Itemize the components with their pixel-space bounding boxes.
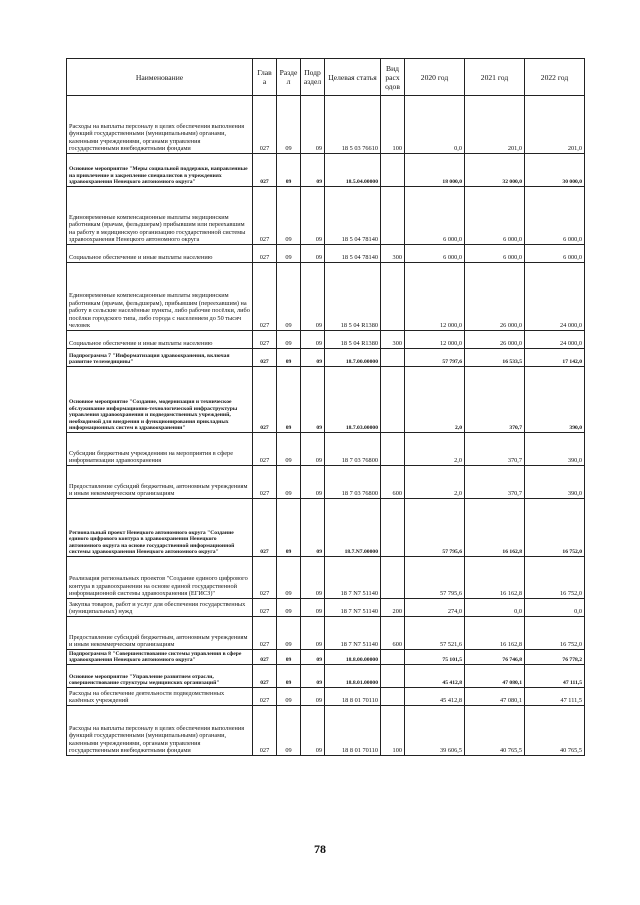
cell-podrazdel: 09 [301,617,325,650]
cell-y2022: 390,0 [525,466,585,499]
cell-stat: 18 7 03 76800 [325,466,381,499]
header-podrazdel: Подр аздел [301,59,325,96]
cell-stat: 18 7 N7 51140 [325,617,381,650]
cell-y2021: 6 000,0 [465,245,525,263]
table-row [67,557,585,599]
cell-razdel: 09 [277,187,301,245]
cell-podrazdel: 09 [301,187,325,245]
table-row [67,245,585,263]
cell-vid: 300 [381,245,405,263]
cell-y2021: 16 162,8 [465,617,525,650]
cell-y2021: 370,7 [465,466,525,499]
table-row [67,650,585,665]
cell-podrazdel: 09 [301,499,325,557]
cell-y2020: 57 795,6 [405,557,465,599]
cell-name: Расходы на выплаты персоналу в целях обеспечения выполнения функций государственными (муниципальными) органами, казенными учреждениями, органами управления государственными внебюджетными фондами [67,96,253,154]
cell-stat: 18 5 04 78140 [325,187,381,245]
cell-stat: 18.8.01.00000 [325,665,381,688]
cell-glava: 027 [253,706,277,756]
table-row [67,187,585,245]
table-row [67,499,585,557]
cell-glava: 027 [253,433,277,466]
table-row [67,263,585,331]
cell-y2020: 75 101,5 [405,650,465,665]
page-number: 78 [314,842,326,856]
cell-y2021: 26 000,0 [465,263,525,331]
cell-razdel: 09 [277,96,301,154]
cell-y2021: 0,0 [465,599,525,617]
table-row [67,349,585,367]
cell-y2021: 370,7 [465,367,525,433]
header-vid: Вид расх одов [381,59,405,96]
cell-y2022: 24 000,0 [525,331,585,349]
cell-stat: 18 8 01 70110 [325,706,381,756]
cell-stat: 18 7 N7 51140 [325,599,381,617]
cell-razdel: 09 [277,263,301,331]
cell-glava: 027 [253,245,277,263]
header-name: Наименование [67,59,253,96]
cell-y2021: 26 000,0 [465,331,525,349]
cell-razdel: 09 [277,349,301,367]
cell-name: Подпрограмма 8 "Совершенствование системы управления в сфере здравоохранения Ненецкого автономного округа" [67,650,253,665]
table-row [67,599,585,617]
cell-vid [381,367,405,433]
cell-vid [381,499,405,557]
cell-y2022: 6 000,0 [525,245,585,263]
cell-y2022: 17 142,0 [525,349,585,367]
cell-name: Единовременные компенсационные выплаты медицинским работникам (врачам, фельдшерам), прибывшим (переехавшим) на работу в сельские населённые пункты, либо рабочие посёлки, либо посёлки городского типа, либо города с населением до 50 тысяч человек [67,263,253,331]
cell-razdel: 09 [277,499,301,557]
cell-vid [381,688,405,706]
cell-podrazdel: 09 [301,433,325,466]
cell-stat: 18 7 N7 51140 [325,557,381,599]
cell-stat: 18.7.N7.00000 [325,499,381,557]
cell-glava: 027 [253,650,277,665]
cell-razdel: 09 [277,706,301,756]
cell-y2020: 57 797,6 [405,349,465,367]
cell-glava: 027 [253,665,277,688]
table-row [67,665,585,688]
cell-glava: 027 [253,367,277,433]
cell-vid [381,650,405,665]
cell-podrazdel: 09 [301,96,325,154]
cell-y2022: 47 111,5 [525,665,585,688]
cell-name: Социальное обеспечение и иные выплаты населению [67,331,253,349]
cell-vid [381,154,405,187]
cell-stat: 18 5 03 76610 [325,96,381,154]
header-stat: Целевая статья [325,59,381,96]
cell-podrazdel: 09 [301,665,325,688]
table-row [67,706,585,756]
cell-y2022: 30 000,0 [525,154,585,187]
cell-y2020: 0,0 [405,96,465,154]
cell-podrazdel: 09 [301,650,325,665]
cell-glava: 027 [253,688,277,706]
cell-razdel: 09 [277,617,301,650]
cell-glava: 027 [253,331,277,349]
cell-y2021: 47 080,1 [465,688,525,706]
table-row [67,466,585,499]
cell-glava: 027 [253,263,277,331]
cell-podrazdel: 09 [301,706,325,756]
cell-vid [381,263,405,331]
cell-y2020: 12 000,0 [405,331,465,349]
cell-y2021: 16 162,8 [465,557,525,599]
cell-vid: 200 [381,599,405,617]
cell-y2022: 47 111,5 [525,688,585,706]
cell-y2022: 390,0 [525,433,585,466]
budget-table [66,58,585,756]
table-header-row [67,59,585,96]
cell-vid [381,349,405,367]
cell-razdel: 09 [277,650,301,665]
cell-name: Субсидии бюджетным учреждениям на мероприятия в сфере информатизации здравоохранения [67,433,253,466]
cell-name: Социальное обеспечение и иные выплаты населению [67,245,253,263]
cell-stat: 18 5 04 R1380 [325,331,381,349]
cell-y2022: 0,0 [525,599,585,617]
cell-vid [381,557,405,599]
header-glava: Глав а [253,59,277,96]
cell-y2021: 40 765,5 [465,706,525,756]
cell-y2020: 45 412,8 [405,665,465,688]
cell-y2020: 39 606,5 [405,706,465,756]
cell-podrazdel: 09 [301,466,325,499]
header-razdel: Разде л [277,59,301,96]
header-2020: 2020 год [405,59,465,96]
cell-name: Основное мероприятие "Меры социальной поддержки, направленные на привлечение и закрепление специалистов в учреждениях здравоохранения Ненецкого автономного округа" [67,154,253,187]
cell-name: Основное мероприятие "Создание, модернизация и техническое обслуживание информационно-технологической инфраструктуры управления здравоохранения и подведомственных учреждений, необходимой для внедрения и функционирования прикладных информационных систем в здравоохранении" [67,367,253,433]
cell-podrazdel: 09 [301,349,325,367]
table-row [67,154,585,187]
cell-y2020: 2,0 [405,433,465,466]
cell-y2020: 2,0 [405,367,465,433]
cell-y2022: 16 752,0 [525,499,585,557]
cell-razdel: 09 [277,599,301,617]
cell-stat: 18 5 04 R1380 [325,263,381,331]
cell-y2020: 57 795,6 [405,499,465,557]
cell-y2020: 18 000,0 [405,154,465,187]
table-row [67,617,585,650]
cell-glava: 027 [253,599,277,617]
cell-podrazdel: 09 [301,599,325,617]
cell-y2021: 16 533,5 [465,349,525,367]
cell-razdel: 09 [277,154,301,187]
cell-name: Региональный проект Ненецкого автономного округа "Создание единого цифрового контура в здравоохранении Ненецкого автономного округа на основе государственной информационной системы здравоохранения Ненецкого автономного округа" [67,499,253,557]
cell-vid: 300 [381,331,405,349]
cell-podrazdel: 09 [301,688,325,706]
cell-vid [381,187,405,245]
cell-vid [381,665,405,688]
cell-y2020: 57 521,6 [405,617,465,650]
cell-vid: 600 [381,617,405,650]
cell-glava: 027 [253,466,277,499]
table-body [67,96,585,756]
cell-glava: 027 [253,187,277,245]
cell-podrazdel: 09 [301,154,325,187]
cell-stat: 18.7.03.00000 [325,367,381,433]
cell-name: Расходы на обеспечение деятельности подведомственных казённых учреждений [67,688,253,706]
cell-podrazdel: 09 [301,557,325,599]
cell-y2022: 6 000,0 [525,187,585,245]
cell-y2020: 2,0 [405,466,465,499]
cell-glava: 027 [253,557,277,599]
cell-podrazdel: 09 [301,263,325,331]
cell-name: Единовременные компенсационные выплаты медицинским работникам (врачам, фельдшерам) прибывшим или переехавшим на работу в медицинскую организацию государственной системы здравоохранения Ненецкого автономного округа [67,187,253,245]
cell-glava: 027 [253,154,277,187]
cell-y2020: 6 000,0 [405,187,465,245]
cell-y2021: 47 080,1 [465,665,525,688]
cell-vid: 100 [381,706,405,756]
cell-y2020: 274,0 [405,599,465,617]
cell-razdel: 09 [277,688,301,706]
cell-vid [381,433,405,466]
table-row [67,367,585,433]
cell-podrazdel: 09 [301,331,325,349]
cell-razdel: 09 [277,466,301,499]
cell-name: Реализация региональных проектов "Создание единого цифрового контура в здравоохранении на основе единой государственной информационной системы здравоохранения (ЕГИСЗ)" [67,557,253,599]
cell-razdel: 09 [277,245,301,263]
cell-y2021: 16 162,8 [465,499,525,557]
header-2022: 2022 год [525,59,585,96]
cell-podrazdel: 09 [301,367,325,433]
cell-glava: 027 [253,349,277,367]
cell-stat: 18 5 04 78140 [325,245,381,263]
cell-glava: 027 [253,499,277,557]
cell-podrazdel: 09 [301,245,325,263]
table-row [67,96,585,154]
cell-stat: 18.7.00.00000 [325,349,381,367]
cell-y2021: 6 000,0 [465,187,525,245]
cell-vid: 100 [381,96,405,154]
cell-razdel: 09 [277,665,301,688]
cell-y2022: 24 000,0 [525,263,585,331]
cell-name: Расходы на выплаты персоналу в целях обеспечения выполнения функций государственными (муниципальными) органами, казенными учреждениями, органами управления государственными внебюджетными фондами [67,706,253,756]
cell-glava: 027 [253,96,277,154]
cell-razdel: 09 [277,367,301,433]
cell-name: Основное мероприятие "Управление развитием отрасли, совершенствование структуры медицинских организаций" [67,665,253,688]
cell-razdel: 09 [277,433,301,466]
cell-y2021: 76 746,8 [465,650,525,665]
cell-stat: 18.8.00.00000 [325,650,381,665]
cell-y2022: 16 752,0 [525,557,585,599]
table-row [67,331,585,349]
cell-stat: 18 7 03 76800 [325,433,381,466]
cell-y2022: 40 765,5 [525,706,585,756]
cell-name: Подпрограмма 7 "Информатизация здравоохранения, включая развитие телемедицины" [67,349,253,367]
cell-glava: 027 [253,617,277,650]
cell-razdel: 09 [277,557,301,599]
table-row [67,433,585,466]
cell-y2021: 370,7 [465,433,525,466]
cell-y2022: 201,0 [525,96,585,154]
cell-name: Предоставление субсидий бюджетным, автономным учреждениям и иным некоммерческим организациям [67,617,253,650]
cell-name: Предоставление субсидий бюджетным, автономным учреждениям и иным некоммерческим организациям [67,466,253,499]
cell-y2021: 201,0 [465,96,525,154]
cell-stat: 18 8 01 70110 [325,688,381,706]
cell-y2022: 16 752,0 [525,617,585,650]
table-row [67,688,585,706]
cell-y2020: 45 412,8 [405,688,465,706]
cell-razdel: 09 [277,331,301,349]
cell-stat: 18.5.04.00000 [325,154,381,187]
cell-y2022: 76 778,2 [525,650,585,665]
cell-y2022: 390,0 [525,367,585,433]
cell-y2021: 32 000,0 [465,154,525,187]
cell-y2020: 6 000,0 [405,245,465,263]
cell-y2020: 12 000,0 [405,263,465,331]
cell-name: Закупка товаров, работ и услуг для обеспечения государственных (муниципальных) нужд [67,599,253,617]
cell-vid: 600 [381,466,405,499]
header-2021: 2021 год [465,59,525,96]
